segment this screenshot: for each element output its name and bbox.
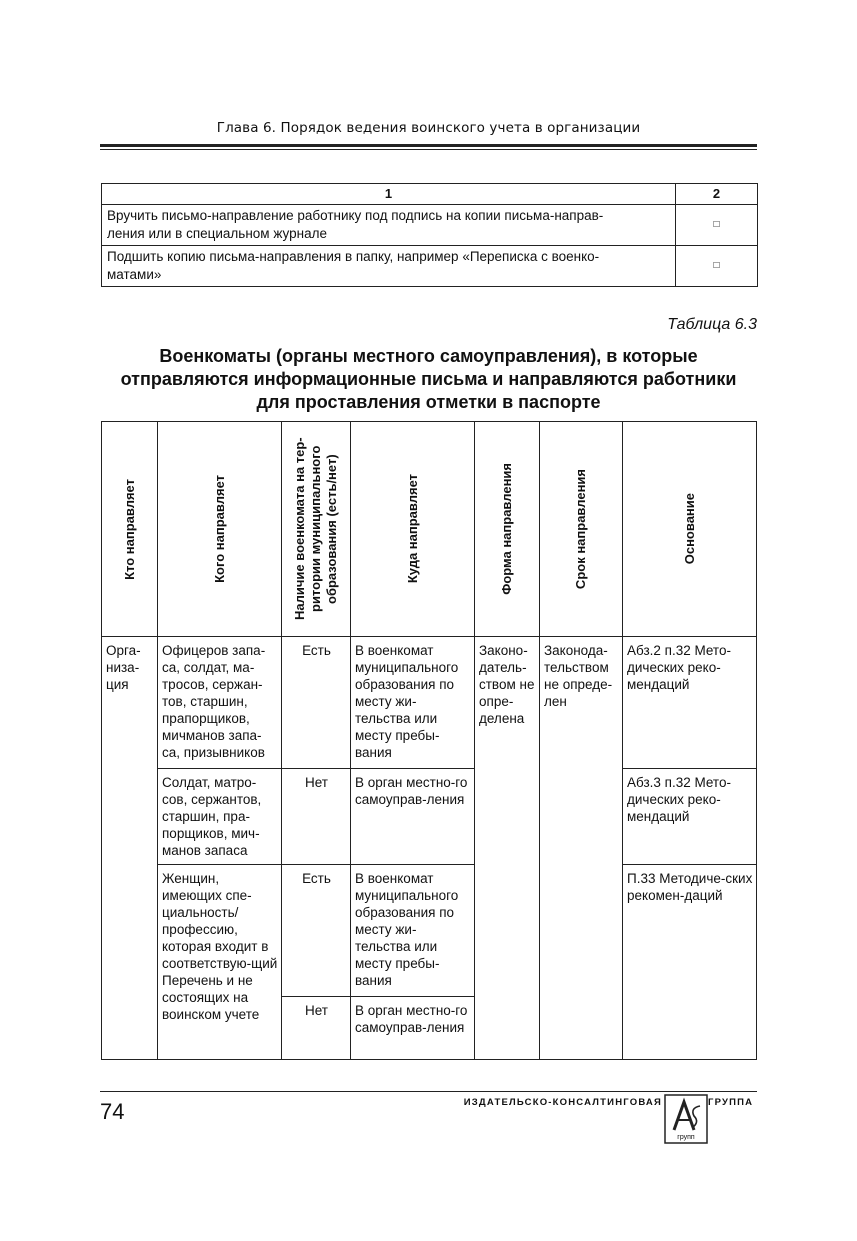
presence-cell: Нет [282, 769, 351, 865]
page-number: 74 [100, 1099, 125, 1124]
where-cell: В военкомат муниципального образования по месту жи-тельства или месту пребы-вания [351, 637, 475, 769]
form-cell: Законо-датель-ством не опре-делена [475, 637, 540, 1060]
basis-cell: Абз.3 п.32 Мето-дических реко-мендаций [623, 769, 757, 865]
publisher-logo-icon [664, 1094, 708, 1144]
header-form: Форма направления [499, 463, 514, 595]
checklist-row [102, 205, 758, 246]
presence-cell: Есть [282, 637, 351, 769]
table-label: Таблица 6.3 [667, 316, 757, 333]
table-row [102, 865, 757, 997]
basis-cell: Абз.2 п.32 Мето-дических реко-мендаций [623, 637, 757, 769]
where-cell: В орган местно-го самоуправ-ления [351, 769, 475, 865]
main-header-row [102, 422, 757, 637]
whom-cell: Солдат, матро-сов, сержантов, старшин, пра-порщиков, мич-манов запаса [158, 769, 282, 865]
checklist-row-text: Подшить копию письма-направления в папку, например «Переписка с военко- матами» [102, 246, 676, 287]
col-header-1: 1 [102, 184, 676, 205]
main-table [101, 421, 757, 1060]
checklist-row [102, 246, 758, 287]
header-where-sent: Куда направляет [404, 474, 420, 584]
term-cell: Законода-тельством не опреде-лен [540, 637, 623, 1060]
checklist-row-text: Вручить письмо-направление работнику под подпись на копии письма-направ- ления или в специальном журнале [102, 205, 676, 246]
header-term: Срок направления [573, 468, 588, 590]
presence-cell: Нет [282, 997, 351, 1060]
presence-cell: Есть [282, 865, 351, 997]
running-title: Глава 6. Порядок ведения воинского учета в организации [216, 120, 641, 136]
header-presence: Наличие военкомата на тер- ритории муниципального образования (есть/нет) [292, 437, 339, 621]
checkbox-icon[interactable]: □ [676, 205, 758, 246]
table-row [102, 637, 757, 769]
whom-cell: Офицеров запа-са, солдат, ма-тросов, сержан-тов, старшин, прапорщиков, мичманов запа-са, призывников [158, 637, 282, 769]
checklist-header-row [102, 184, 758, 205]
header-basis: Основание [681, 493, 697, 565]
col-header-2: 2 [676, 184, 758, 205]
where-cell: В орган местно-го самоуправ-ления [351, 997, 475, 1060]
table-row [102, 769, 757, 865]
header-rule-thin [100, 149, 757, 150]
header-who-sends: Кто направляет [121, 478, 137, 580]
logo-caption: групп [677, 1134, 695, 1141]
basis-cell: П.33 Методиче-ских рекомен-даций [623, 865, 757, 1060]
header-whom-sent: Кого направляет [211, 475, 227, 583]
footer-rule [100, 1091, 757, 1092]
checklist-table [101, 183, 758, 287]
whom-cell: Женщин, имеющих спе-циальность/ профессию, которая входит в соответствую-щий Перечень и не состоящих на воинском учете [158, 865, 282, 1060]
checkbox-icon[interactable]: □ [676, 246, 758, 287]
header-rule-thick [100, 144, 757, 147]
publisher-group: ГРУППА [708, 1097, 754, 1108]
sender-cell: Орга-низа-ция [102, 637, 158, 1060]
table-title: Военкоматы (органы местного самоуправления), в которые отправляются информационные письма и направляются работники для проставления отметки в паспорте [120, 346, 737, 412]
where-cell: В военкомат муниципального образования по месту жи-тельства или месту пребы-вания [351, 865, 475, 997]
publisher-name: ИЗДАТЕЛЬСКО-КОНСАЛТИНГОВАЯ [463, 1097, 662, 1108]
